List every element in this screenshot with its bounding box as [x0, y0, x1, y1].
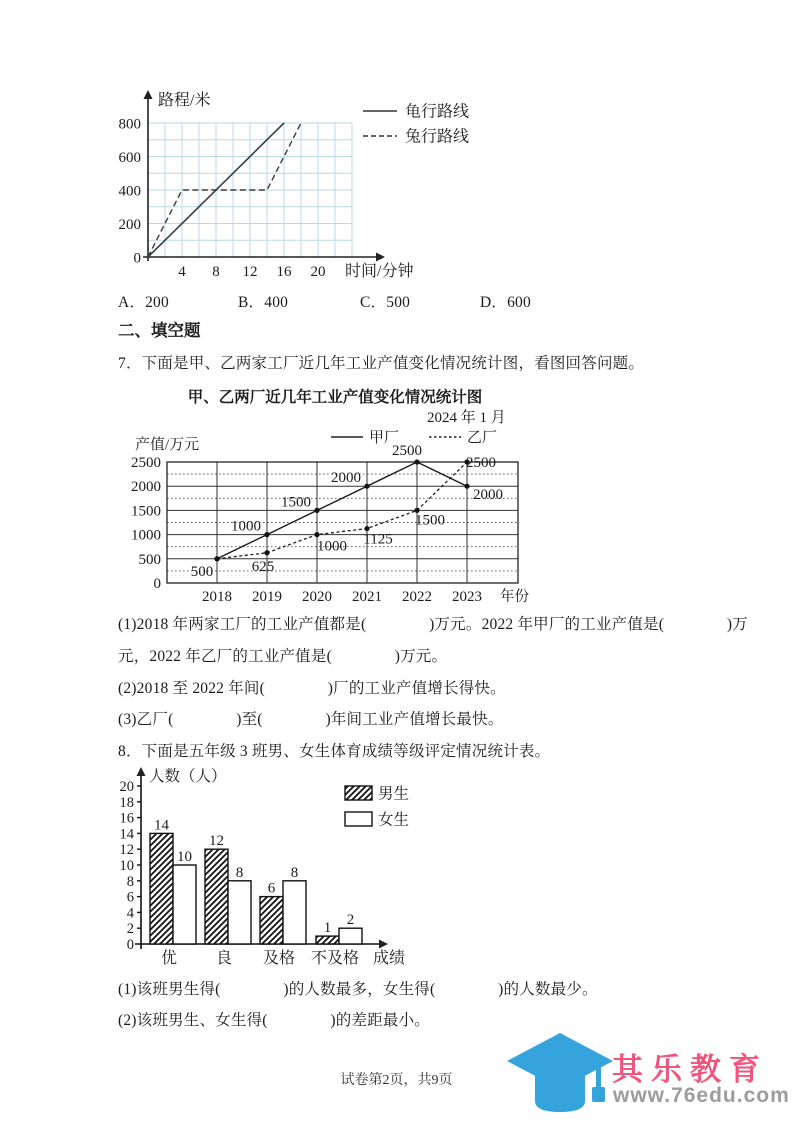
svg-text:2000: 2000 — [131, 479, 161, 496]
svg-text:4: 4 — [126, 905, 134, 922]
svg-text:20: 20 — [310, 264, 326, 280]
svg-text:8: 8 — [235, 864, 244, 881]
svg-text:2: 2 — [346, 912, 355, 929]
svg-text:10: 10 — [177, 849, 192, 865]
svg-text:14: 14 — [119, 826, 134, 843]
svg-text:12: 12 — [242, 264, 258, 280]
svg-text:1000: 1000 — [317, 538, 347, 555]
svg-text:良: 良 — [215, 950, 233, 967]
svg-text:0: 0 — [133, 250, 141, 267]
svg-text:2019: 2019 — [252, 589, 282, 605]
svg-text:及格: 及格 — [262, 950, 296, 967]
svg-text:2022: 2022 — [402, 589, 432, 605]
question8-blank-1: (1)该班男生得( )的人数最多，女生得( )的人数最少。 — [118, 981, 598, 998]
svg-text:1500: 1500 — [415, 512, 445, 529]
svg-text:14: 14 — [154, 817, 169, 834]
svg-text:0: 0 — [126, 937, 134, 953]
svg-text:400: 400 — [118, 183, 141, 200]
svg-text:6: 6 — [126, 889, 134, 906]
question6-options — [118, 290, 688, 310]
svg-text:500: 500 — [138, 551, 161, 568]
option-a: A．200 — [118, 294, 169, 311]
svg-text:2: 2 — [126, 921, 134, 938]
svg-text:龟行路线: 龟行路线 — [405, 103, 470, 121]
svg-text:1500: 1500 — [131, 503, 161, 520]
svg-text:年份: 年份 — [500, 589, 529, 605]
svg-text:2021: 2021 — [352, 589, 382, 605]
svg-text:2018: 2018 — [202, 589, 232, 605]
svg-text:1125: 1125 — [363, 531, 393, 548]
svg-text:12: 12 — [209, 833, 224, 850]
svg-text:成绩: 成绩 — [373, 950, 406, 967]
graduation-cap-icon — [505, 1031, 615, 1121]
race-line-chart — [105, 83, 505, 283]
svg-text:16: 16 — [276, 264, 292, 280]
question8-stem: 8．下面是五年级 3 班男、女生体育成绩等级评定情况统计表。 — [118, 743, 551, 760]
svg-text:600: 600 — [118, 150, 141, 166]
question7-stem: 7．下面是甲、乙两家工厂近几年工业产值变化情况统计图，看图回答问题。 — [118, 355, 645, 372]
svg-text:2500: 2500 — [392, 443, 422, 459]
svg-text:优: 优 — [160, 950, 178, 967]
svg-text:兔行路线: 兔行路线 — [405, 128, 470, 146]
question7-blank-3: (3)乙厂( )至( )年间工业产值增长最快。 — [118, 711, 504, 728]
svg-text:6: 6 — [267, 880, 276, 897]
factory-line-chart — [105, 385, 555, 610]
svg-text:800: 800 — [118, 116, 141, 133]
svg-text:不及格: 不及格 — [310, 950, 360, 967]
svg-text:8: 8 — [212, 264, 220, 280]
svg-text:甲厂: 甲厂 — [369, 430, 400, 446]
svg-text:男生: 男生 — [378, 785, 410, 803]
svg-text:2023: 2023 — [452, 589, 482, 605]
svg-text:500: 500 — [190, 563, 214, 580]
svg-text:路程/米: 路程/米 — [158, 92, 211, 109]
svg-text:2000: 2000 — [331, 470, 361, 487]
question7-blank-2: (2)2018 至 2022 年间( )厂的工业产值增长得快。 — [118, 680, 506, 697]
svg-text:2024 年 1 月: 2024 年 1 月 — [427, 410, 506, 426]
svg-text:1000: 1000 — [131, 527, 161, 544]
svg-text:12: 12 — [119, 842, 134, 859]
svg-text:2500: 2500 — [131, 455, 161, 471]
svg-text:4: 4 — [178, 264, 186, 280]
svg-text:625: 625 — [251, 558, 275, 575]
svg-text:2500: 2500 — [466, 455, 496, 471]
option-c: C．500 — [360, 294, 411, 311]
pe-bar-chart — [105, 765, 425, 970]
svg-text:8: 8 — [126, 873, 134, 890]
option-b: B．400 — [238, 294, 289, 311]
svg-text:产值/万元: 产值/万元 — [135, 437, 200, 453]
svg-text:女生: 女生 — [378, 811, 410, 829]
svg-text:1500: 1500 — [281, 494, 311, 511]
svg-text:18: 18 — [119, 794, 134, 811]
brand-url: www.76edu.com — [613, 1084, 790, 1107]
svg-text:人数（人）: 人数（人） — [149, 768, 227, 785]
svg-text:乙厂: 乙厂 — [467, 430, 498, 446]
svg-text:甲、乙两厂近几年工业产值变化情况统计图: 甲、乙两厂近几年工业产值变化情况统计图 — [187, 389, 483, 406]
svg-text:20: 20 — [119, 779, 134, 795]
question7-blank-1a: (1)2018 年两家工厂的工业产值都是( )万元。2022 年甲厂的工业产值是( )万 — [118, 616, 748, 633]
page-footer: 试卷第2页，共9页 — [340, 1073, 453, 1088]
svg-text:10: 10 — [119, 858, 134, 874]
svg-text:16: 16 — [119, 810, 134, 827]
brand-name: 其乐教育 — [612, 1052, 768, 1087]
section-title: 二、填空题 — [118, 321, 201, 340]
question7-blank-1b: 元，2022 年乙厂的工业产值是( )万元。 — [118, 648, 448, 665]
svg-text:1: 1 — [323, 920, 332, 937]
svg-text:0: 0 — [153, 576, 161, 592]
svg-text:2000: 2000 — [473, 487, 503, 504]
svg-text:200: 200 — [118, 217, 141, 233]
question8-blank-2: (2)该班男生、女生得( )的差距最小。 — [118, 1012, 430, 1029]
svg-text:8: 8 — [290, 864, 299, 881]
svg-text:1000: 1000 — [231, 518, 261, 535]
option-d: D．600 — [480, 294, 531, 311]
svg-text:时间/分钟: 时间/分钟 — [345, 263, 414, 280]
svg-text:2020: 2020 — [302, 589, 332, 605]
